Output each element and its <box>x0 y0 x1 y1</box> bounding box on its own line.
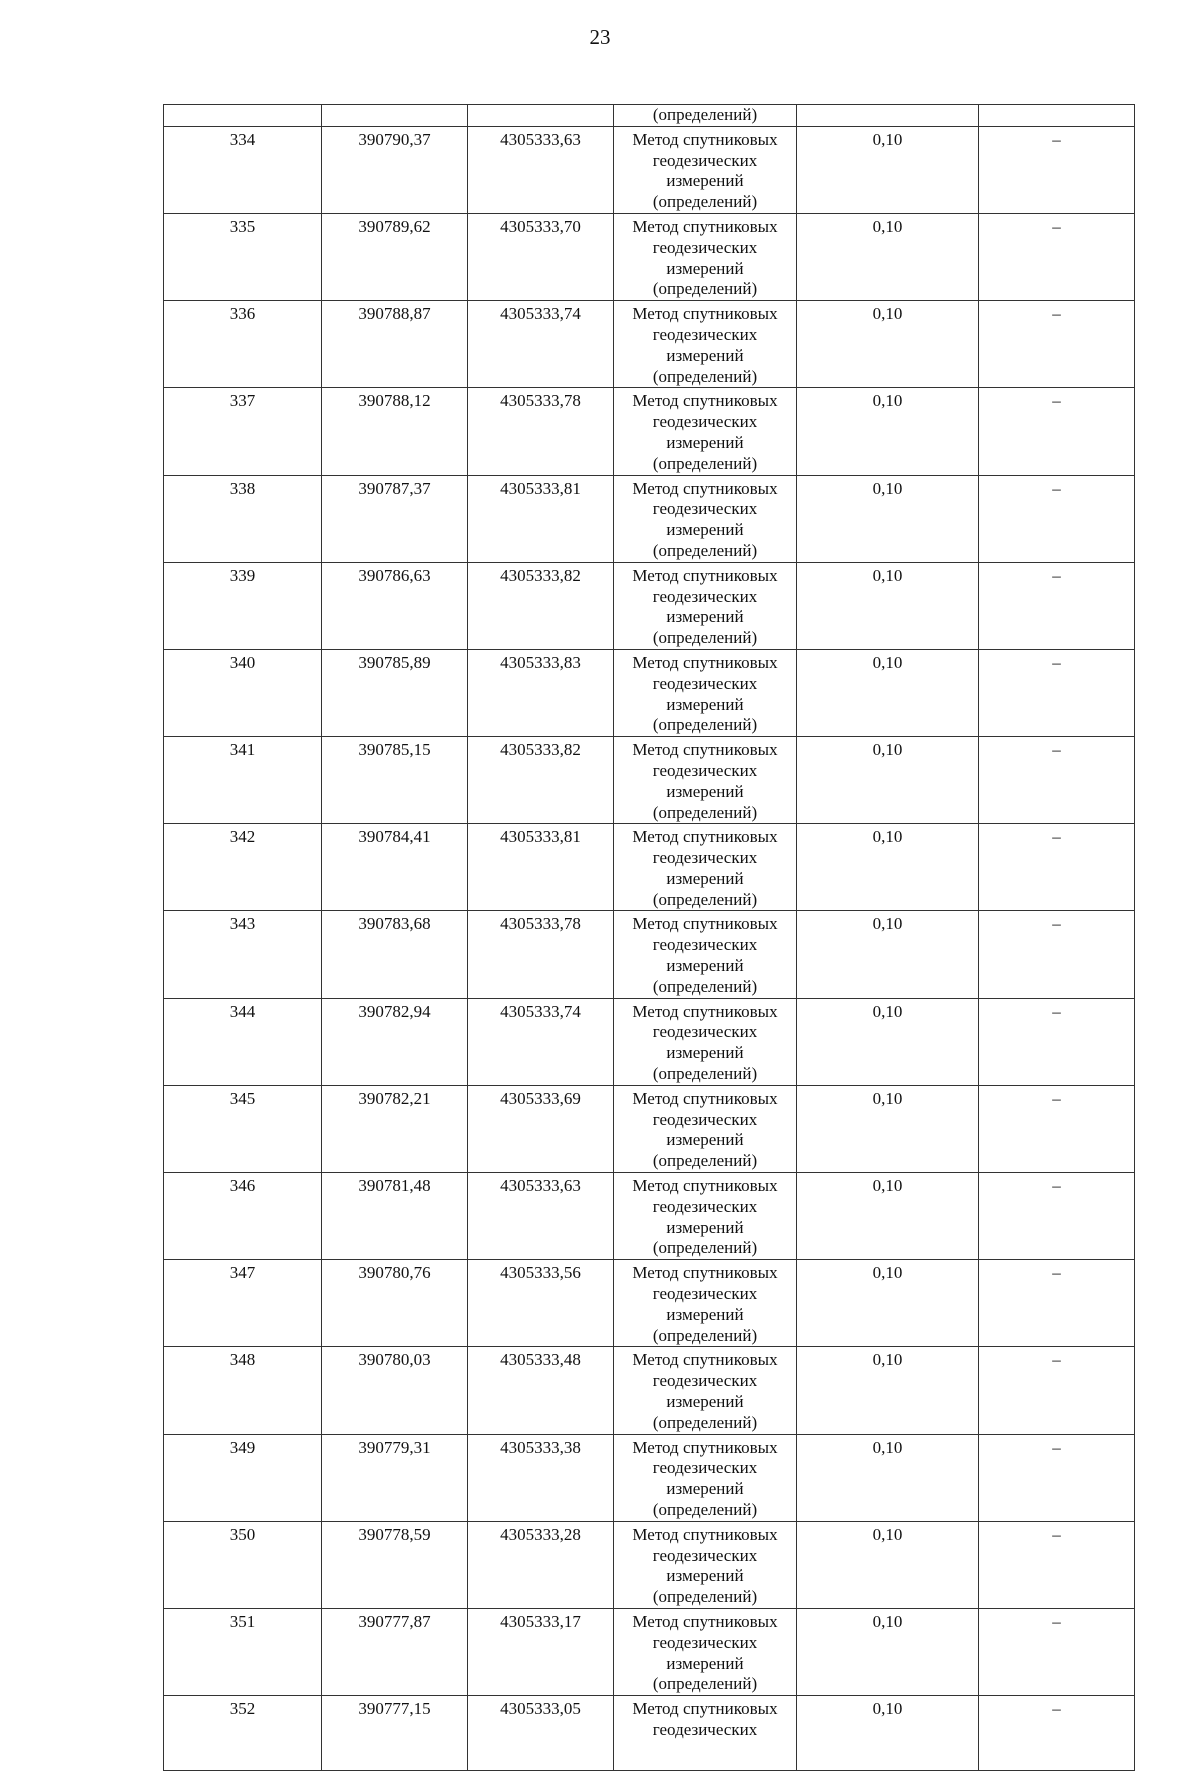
accuracy-cell: 0,10 <box>797 213 979 300</box>
method-cell: Метод спутниковых геодезических измерений (определений) <box>614 737 797 824</box>
accuracy-cell: 0,10 <box>797 1521 979 1608</box>
table-row <box>164 388 1135 475</box>
accuracy-cell: 0,10 <box>797 562 979 649</box>
x-cell: 390785,89 <box>322 649 468 736</box>
x-cell: 390780,76 <box>322 1260 468 1347</box>
note-cell: – <box>979 388 1135 475</box>
coordinates-table <box>163 104 1135 1771</box>
method-cell: Метод спутниковых геодезических измерений (определений) <box>614 1608 797 1695</box>
table-row <box>164 737 1135 824</box>
table-row <box>164 649 1135 736</box>
point-cell: 340 <box>164 649 322 736</box>
method-cell: Метод спутниковых геодезических измерений (определений) <box>614 649 797 736</box>
y-cell: 4305333,38 <box>468 1434 614 1521</box>
table-row <box>164 562 1135 649</box>
accuracy-cell: 0,10 <box>797 911 979 998</box>
accuracy-cell: 0,10 <box>797 388 979 475</box>
note-cell: – <box>979 1434 1135 1521</box>
accuracy-cell: 0,10 <box>797 126 979 213</box>
note-cell: – <box>979 824 1135 911</box>
x-cell: 390782,21 <box>322 1085 468 1172</box>
x-cell: 390789,62 <box>322 213 468 300</box>
accuracy-cell: 0,10 <box>797 1173 979 1260</box>
method-cell: Метод спутниковых геодезических измерений (определений) <box>614 213 797 300</box>
x-cell: 390777,87 <box>322 1608 468 1695</box>
note-cell: – <box>979 1608 1135 1695</box>
note-cell: – <box>979 213 1135 300</box>
method-cell: Метод спутниковых геодезических измерений (определений) <box>614 1085 797 1172</box>
point-cell: 348 <box>164 1347 322 1434</box>
accuracy-cell: 0,10 <box>797 1347 979 1434</box>
point-cell: 351 <box>164 1608 322 1695</box>
note-cell: – <box>979 998 1135 1085</box>
method-cell: Метод спутниковых геодезических измерений (определений) <box>614 911 797 998</box>
note-cell: – <box>979 1085 1135 1172</box>
y-cell: 4305333,82 <box>468 562 614 649</box>
point-cell: 339 <box>164 562 322 649</box>
note-cell: – <box>979 475 1135 562</box>
table-row <box>164 1173 1135 1260</box>
point-cell: 343 <box>164 911 322 998</box>
table-row <box>164 301 1135 388</box>
y-cell: 4305333,28 <box>468 1521 614 1608</box>
coordinates-table-body <box>164 105 1135 1771</box>
point-cell <box>164 105 322 127</box>
table-row <box>164 1347 1135 1434</box>
method-cell: Метод спутниковых геодезических измерений (определений) <box>614 126 797 213</box>
y-cell: 4305333,05 <box>468 1696 614 1771</box>
accuracy-cell: 0,10 <box>797 301 979 388</box>
accuracy-cell: 0,10 <box>797 1085 979 1172</box>
table-row <box>164 1434 1135 1521</box>
y-cell: 4305333,74 <box>468 301 614 388</box>
note-cell: – <box>979 1696 1135 1771</box>
note-cell: – <box>979 737 1135 824</box>
point-cell: 346 <box>164 1173 322 1260</box>
table-row <box>164 1085 1135 1172</box>
accuracy-cell: 0,10 <box>797 737 979 824</box>
note-cell: – <box>979 911 1135 998</box>
note-cell: – <box>979 562 1135 649</box>
y-cell: 4305333,48 <box>468 1347 614 1434</box>
note-cell: – <box>979 1260 1135 1347</box>
note-cell: – <box>979 1347 1135 1434</box>
note-cell: – <box>979 1173 1135 1260</box>
page-number: 23 <box>589 25 611 49</box>
accuracy-cell: 0,10 <box>797 649 979 736</box>
accuracy-cell: 0,10 <box>797 475 979 562</box>
point-cell: 345 <box>164 1085 322 1172</box>
y-cell: 4305333,63 <box>468 126 614 213</box>
y-cell: 4305333,82 <box>468 737 614 824</box>
point-cell: 335 <box>164 213 322 300</box>
x-cell: 390783,68 <box>322 911 468 998</box>
accuracy-cell: 0,10 <box>797 998 979 1085</box>
table-row <box>164 1608 1135 1695</box>
y-cell: 4305333,78 <box>468 388 614 475</box>
accuracy-cell: 0,10 <box>797 824 979 911</box>
point-cell: 342 <box>164 824 322 911</box>
table-row <box>164 824 1135 911</box>
y-cell: 4305333,56 <box>468 1260 614 1347</box>
x-cell: 390780,03 <box>322 1347 468 1434</box>
note-cell: – <box>979 301 1135 388</box>
y-cell: 4305333,83 <box>468 649 614 736</box>
point-cell: 349 <box>164 1434 322 1521</box>
method-cell: Метод спутниковых геодезических измерений (определений) <box>614 1173 797 1260</box>
method-cell: Метод спутниковых геодезических измерений (определений) <box>614 998 797 1085</box>
method-cell: Метод спутниковых геодезических измерений (определений) <box>614 1347 797 1434</box>
y-cell: 4305333,81 <box>468 824 614 911</box>
method-cell: Метод спутниковых геодезических измерений (определений) <box>614 388 797 475</box>
y-cell: 4305333,17 <box>468 1608 614 1695</box>
point-cell: 336 <box>164 301 322 388</box>
method-cell: Метод спутниковых геодезических измерений (определений) <box>614 1260 797 1347</box>
continued-row <box>164 105 1135 127</box>
method-cell: Метод спутниковых геодезических измерений (определений) <box>614 301 797 388</box>
x-cell: 390779,31 <box>322 1434 468 1521</box>
table-row <box>164 911 1135 998</box>
table-row <box>164 1521 1135 1608</box>
method-cell: Метод спутниковых геодезических <box>614 1696 797 1771</box>
table-row <box>164 1260 1135 1347</box>
method-cell: (определений) <box>614 105 797 127</box>
x-cell: 390788,12 <box>322 388 468 475</box>
table-row <box>164 998 1135 1085</box>
x-cell: 390778,59 <box>322 1521 468 1608</box>
method-cell: Метод спутниковых геодезических измерений (определений) <box>614 562 797 649</box>
x-cell: 390786,63 <box>322 562 468 649</box>
point-cell: 338 <box>164 475 322 562</box>
y-cell <box>468 105 614 127</box>
method-cell: Метод спутниковых геодезических измерений (определений) <box>614 1521 797 1608</box>
accuracy-cell: 0,10 <box>797 1260 979 1347</box>
x-cell: 390790,37 <box>322 126 468 213</box>
x-cell: 390788,87 <box>322 301 468 388</box>
table-row <box>164 475 1135 562</box>
point-cell: 350 <box>164 1521 322 1608</box>
y-cell: 4305333,74 <box>468 998 614 1085</box>
x-cell: 390782,94 <box>322 998 468 1085</box>
note-cell: – <box>979 649 1135 736</box>
x-cell: 390784,41 <box>322 824 468 911</box>
table-row <box>164 213 1135 300</box>
point-cell: 337 <box>164 388 322 475</box>
accuracy-cell <box>797 105 979 127</box>
y-cell: 4305333,81 <box>468 475 614 562</box>
accuracy-cell: 0,10 <box>797 1696 979 1771</box>
y-cell: 4305333,78 <box>468 911 614 998</box>
x-cell: 390777,15 <box>322 1696 468 1771</box>
y-cell: 4305333,69 <box>468 1085 614 1172</box>
note-cell: – <box>979 1521 1135 1608</box>
x-cell: 390787,37 <box>322 475 468 562</box>
y-cell: 4305333,70 <box>468 213 614 300</box>
x-cell: 390781,48 <box>322 1173 468 1260</box>
table-row <box>164 1696 1135 1771</box>
y-cell: 4305333,63 <box>468 1173 614 1260</box>
point-cell: 352 <box>164 1696 322 1771</box>
accuracy-cell: 0,10 <box>797 1608 979 1695</box>
point-cell: 347 <box>164 1260 322 1347</box>
accuracy-cell: 0,10 <box>797 1434 979 1521</box>
method-cell: Метод спутниковых геодезических измерений (определений) <box>614 1434 797 1521</box>
x-cell: 390785,15 <box>322 737 468 824</box>
table-row <box>164 126 1135 213</box>
x-cell <box>322 105 468 127</box>
method-cell: Метод спутниковых геодезических измерений (определений) <box>614 475 797 562</box>
note-cell: – <box>979 126 1135 213</box>
note-cell <box>979 105 1135 127</box>
point-cell: 334 <box>164 126 322 213</box>
method-cell: Метод спутниковых геодезических измерений (определений) <box>614 824 797 911</box>
point-cell: 344 <box>164 998 322 1085</box>
point-cell: 341 <box>164 737 322 824</box>
